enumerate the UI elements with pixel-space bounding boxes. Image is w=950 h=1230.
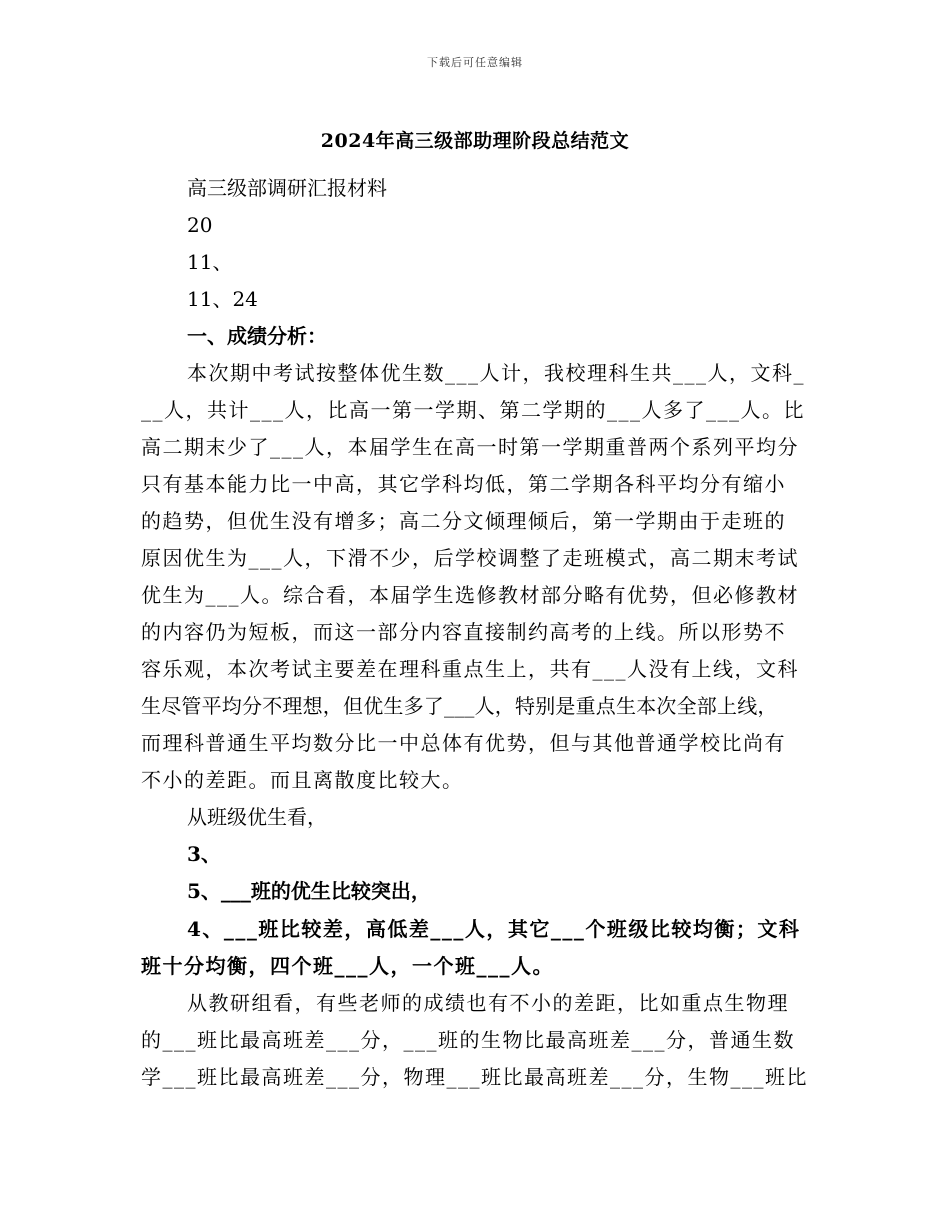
paragraph-grade-analysis <box>141 355 809 799</box>
paragraph-line: 的内容仍为短板，而这一部分内容直接制约高考的上线。所以形势不 <box>141 620 786 644</box>
paragraph-line: 本次期中考试按整体优生数___人计，我校理科生共___人，文科_ <box>187 361 805 385</box>
class-item-3: 3、 <box>187 842 221 866</box>
report-subtitle: 高三级部调研汇报材料 <box>187 176 387 200</box>
paragraph-line: 原因优生为___人，下滑不少，后学校调整了走班模式，高二期末考试 <box>141 546 799 570</box>
header-note: 下载后可任意编辑 <box>427 56 523 69</box>
date-line-1: 20 <box>187 213 213 237</box>
paragraph-line: 生尽管平均分不理想，但优生多了___人，特别是重点生本次全部上线， <box>141 694 778 718</box>
section-heading-grade-analysis: 一、成绩分析： <box>187 324 327 348</box>
paragraph-line: 学___班比最高班差___分，物理___班比最高班差___分，生物___班比 <box>141 1065 808 1089</box>
paragraph-line: 容乐观，本次考试主要差在理科重点生上，共有___人没有上线，文科 <box>141 657 799 681</box>
paragraph-line: 只有基本能力比一中高，其它学科均低，第二学期各科平均分有缩小 <box>141 472 786 496</box>
paragraph-line: 不小的差距。而且离散度比较大。 <box>141 768 464 792</box>
paragraph-teaching-groups <box>141 985 809 1096</box>
paragraph-line: 从教研组看，有些老师的成绩也有不小的差距，比如重点生物理 <box>187 991 789 1015</box>
class-item-4 <box>141 911 809 985</box>
date-line-3: 11、24 <box>187 287 258 311</box>
paragraph-line: 的___班比最高班差___分，___班的生物比最高班差___分，普通生数 <box>141 1028 795 1052</box>
document-title: 2024年高三级部助理阶段总结范文 <box>320 130 630 152</box>
paragraph-line: __人，共计___人，比高一第一学期、第二学期的___人多了___人。比 <box>141 398 805 422</box>
class-view-intro: 从班级优生看， <box>187 805 327 829</box>
paragraph-line: 班十分均衡，四个班___人，一个班___人。 <box>141 954 554 978</box>
paragraph-line: 高二期末少了___人，本届学生在高一时第一学期重普两个系列平均分 <box>141 435 799 459</box>
paragraph-line: 而理科普通生平均数分比一中总体有优势，但与其他普通学校比尚有 <box>141 731 786 755</box>
date-line-2: 11、 <box>187 250 233 274</box>
class-item-5: 5、___班的优生比较突出， <box>187 879 431 903</box>
paragraph-line: 4、___班比较差，高低差___人，其它___个班级比较均衡；文科 <box>187 917 801 941</box>
paragraph-line: 优生为___人。综合看，本届学生选修教材部分略有优势，但必修教材 <box>141 583 799 607</box>
paragraph-line: 的趋势，但优生没有增多；高二分文倾理倾后，第一学期由于走班的 <box>141 509 786 533</box>
